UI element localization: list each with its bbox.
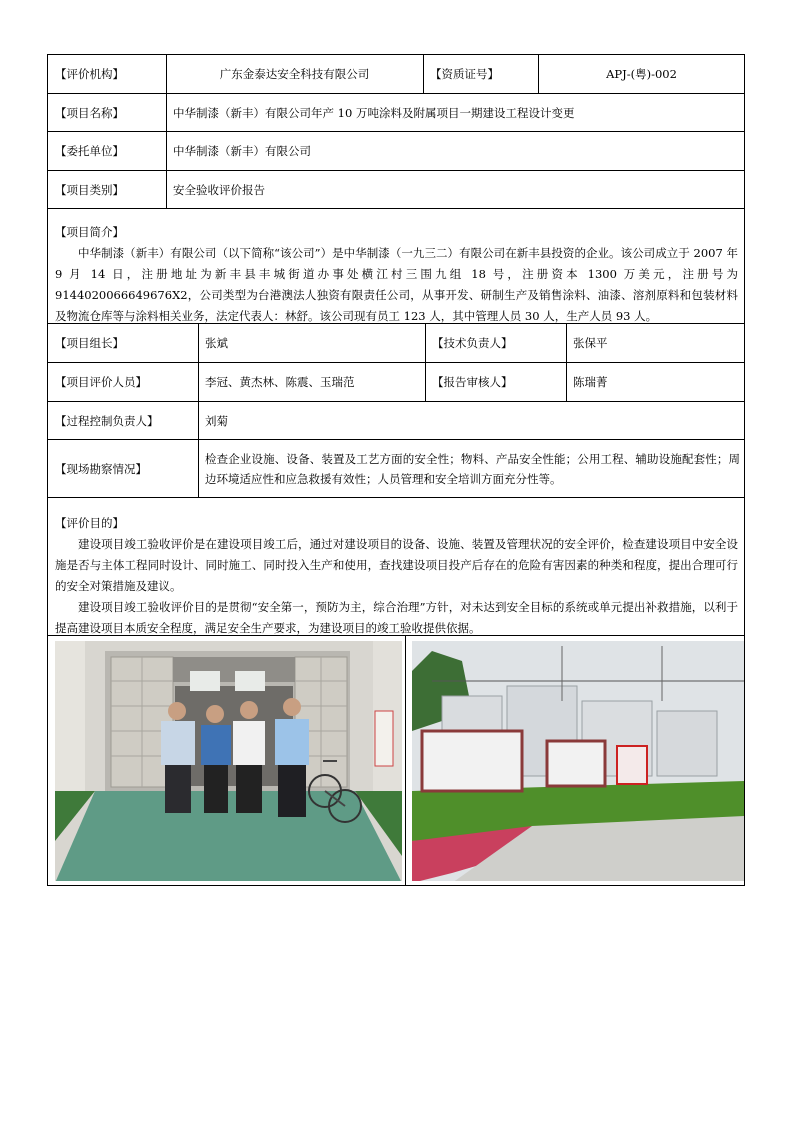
process-label: 【过程控制负责人】 xyxy=(55,413,159,428)
project-name-value: 中华制漆（新丰）有限公司年产 10 万吨涂料及附属项目一期建设工程设计变更 xyxy=(173,105,575,120)
category-row xyxy=(47,170,745,208)
reviewer-label: 【报告审核人】 xyxy=(432,375,513,389)
survey-row xyxy=(47,439,745,497)
leader-label: 【项目组长】 xyxy=(55,336,124,350)
org-value: 广东金泰达安全科技有限公司 xyxy=(219,67,370,81)
site-inspection-image xyxy=(55,641,402,881)
purpose-paragraph-2: 建设项目竣工验收评价目的是贯彻“安全第一，预防为主，综合治理”方针，对未达到安全目标的系统或单元提出补救措施，以利于提高建设项目本质安全程度，满足安全生产要求，为建设项目的竣工验收提供依据。 xyxy=(55,600,738,635)
survey-label: 【现场勘察情况】 xyxy=(55,461,147,476)
members-label: 【项目评价人员】 xyxy=(55,375,147,389)
project-name-label: 【项目名称】 xyxy=(55,105,124,120)
project-name-row xyxy=(47,93,745,131)
photos-row xyxy=(47,635,745,886)
site-inspection-photo xyxy=(55,641,402,881)
reviewer-value: 陈瑞菁 xyxy=(573,375,608,389)
client-label: 【委托单位】 xyxy=(55,144,124,158)
tech-label: 【技术负责人】 xyxy=(432,336,513,350)
category-label: 【项目类别】 xyxy=(55,182,124,197)
cert-value: APJ-(粤)-002 xyxy=(606,67,677,81)
intro-section xyxy=(47,208,745,323)
members-row xyxy=(47,362,745,401)
leader-value: 张斌 xyxy=(205,336,228,350)
process-value: 刘菊 xyxy=(205,413,228,428)
purpose-section xyxy=(47,497,745,635)
category-value: 安全验收评价报告 xyxy=(173,182,265,197)
cert-label: 【资质证号】 xyxy=(430,67,499,81)
org-row xyxy=(47,54,745,93)
members-value: 李冠、黄杰林、陈震、玉瑞范 xyxy=(205,375,355,389)
intro-heading: 【项目简介】 xyxy=(55,225,124,239)
purpose-paragraph-1: 建设项目竣工验收评价是在建设项目竣工后，通过对建设项目的设备、设施、装置及管理状况的安全评价，检查建设项目中安全设施是否与主体工程同时设计、同时施工、同时投入生产和使用，查找建设项目投产后存在的危险有害因素的种类和程度，提出合理可行的安全对策措施及建议。 xyxy=(55,537,738,593)
intro-text: 中华制漆（新丰）有限公司（以下简称“该公司”）是中华制漆（一九三二）有限公司在新丰县投资的企业。该公司成立于 2007 年 9 月 14 日，注册地址为新丰县丰城街道办事处横江村三围九组 18 号，注册资本 1300 万美元，注册号为 9144020066649676X2，公司类型为台港澳法人独资有限责任公司，从事开发、研制生产及销售涂料、油漆、溶剂原料和包装材料及物流仓库等与涂料相关业务，法定代表人：林舒。该公司现有员工 123 人，其中管理人员 30 人，生产人员 93 人。 xyxy=(55,246,738,323)
tank-farm-image xyxy=(412,641,744,881)
process-row xyxy=(47,401,745,439)
leader-row xyxy=(47,323,745,362)
tank-farm-photo xyxy=(412,641,744,881)
purpose-heading: 【评价目的】 xyxy=(55,516,124,530)
client-value: 中华制漆（新丰）有限公司 xyxy=(173,144,311,158)
org-label: 【评价机构】 xyxy=(55,67,124,81)
survey-value: 检查企业设施、设备、装置及工艺方面的安全性；物料、产品安全性能；公用工程、辅助设施配套性；周边环境适应性和应急救援有效性；人员管理和安全培训方面充分性等。 xyxy=(205,451,740,486)
tech-value: 张保平 xyxy=(573,336,608,350)
client-row xyxy=(47,131,745,170)
